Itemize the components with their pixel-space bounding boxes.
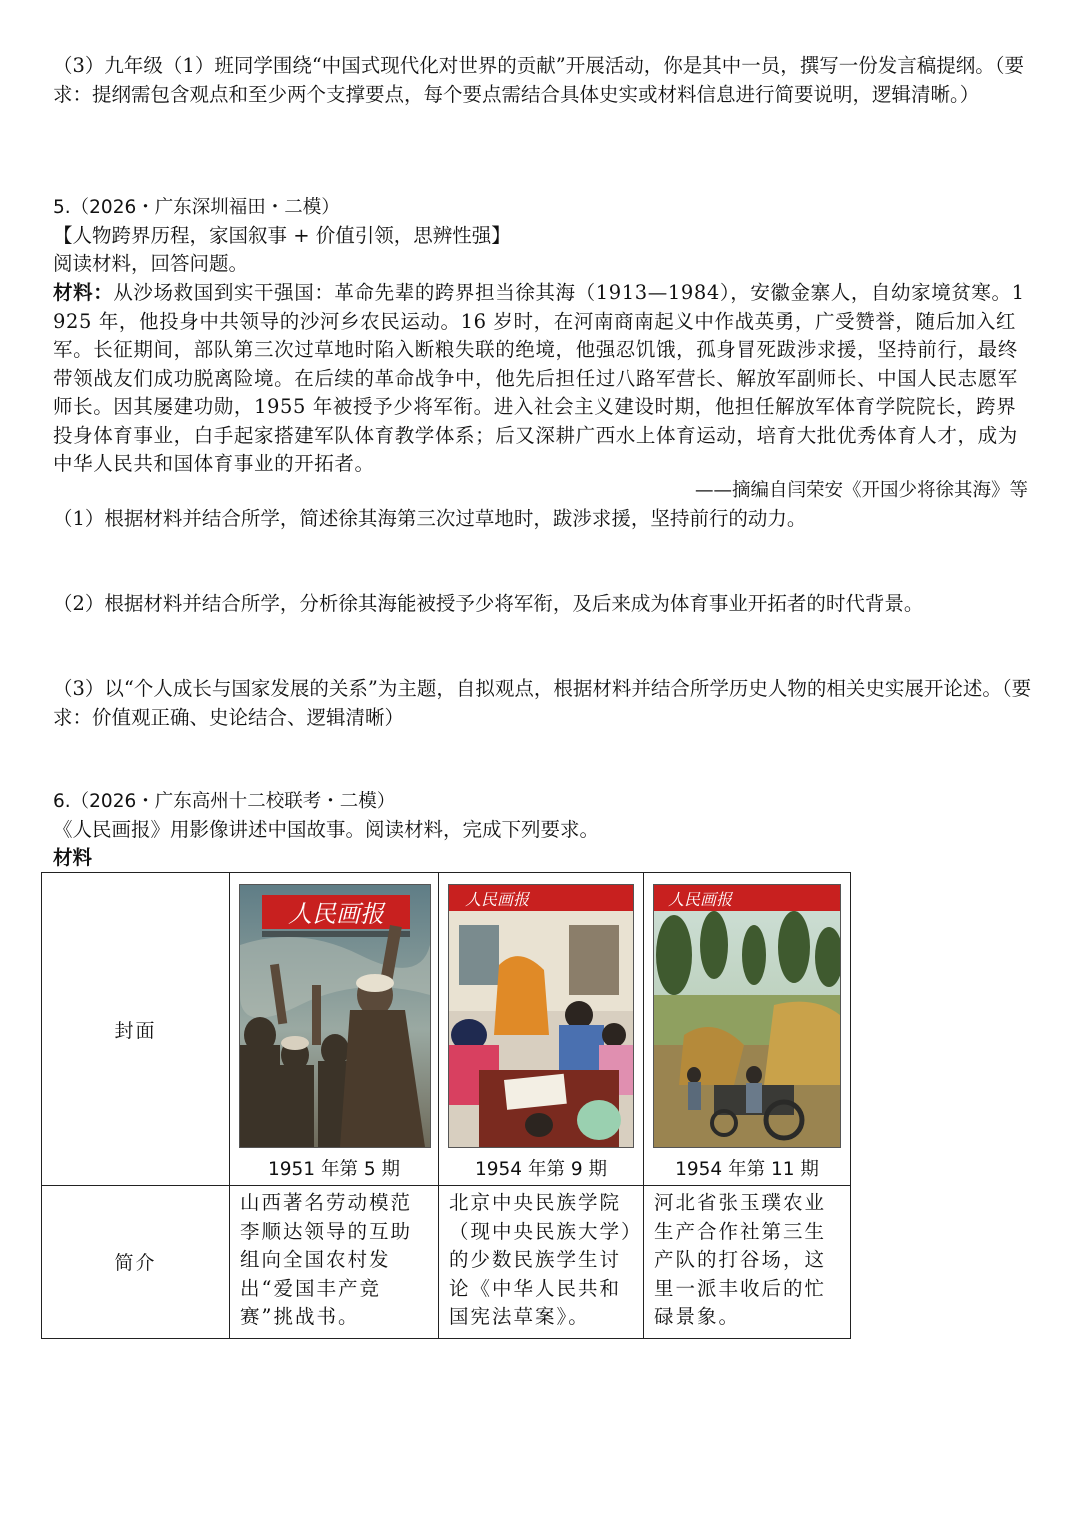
q5-instruction: 阅读材料，回答问题。 <box>53 252 249 275</box>
q6-header: 6.（2026・广东高州十二校联考・二模） <box>53 791 396 812</box>
q5-header: 5.（2026・广东深圳福田・二模） <box>53 197 340 218</box>
cover-cell-1954-11 <box>644 873 851 1186</box>
desc-row-label: 简介 <box>42 1186 230 1339</box>
cover-row-label: 封面 <box>42 873 230 1186</box>
cover-cell-1951-5 <box>230 873 439 1186</box>
q4-part3: （3）九年级（1）班同学围绕“中国式现代化对世界的贡献”开展活动，你是其中一员，撰写一份发言稿提纲。（要求：提纲需包含观点和至少两个支撑要点，每个要点需结合具体史实或材料信息进行简要说明，逻辑清晰。） <box>53 54 1025 106</box>
cover-caption-1951-5: 1951 年第 5 期 <box>268 1159 400 1180</box>
desc-row <box>42 1186 851 1339</box>
q6-material-label: 材料 <box>53 846 93 869</box>
desc-1954-11: 河北省张玉璞农业生产合作社第三生产队的打谷场，这里一派丰收后的忙碌景象。 <box>644 1186 851 1339</box>
cover-image-1954-9 <box>448 884 634 1148</box>
cover-caption-1954-11: 1954 年第 11 期 <box>675 1159 819 1180</box>
q5-material-text: 从沙场救国到实干强国：革命先辈的跨界担当徐其海（1913—1984），安徽金寨人，自幼家境贫寒。1925 年，他投身中共领导的沙河乡农民运动。16 岁时，在河南商南起义中作战英勇，广受赞誉，随后加入红军。长征期间，部队第三次过草地时陷入断粮失联的绝境，他强忍饥饿，孤身冒死跋涉求援，坚持前行，最终带领战友们成功脱离险境。在后续的革命战争中，他先后担任过八路军营长、解放军副师长、中国人民志愿军师长。因其屡建功勋，1955 年被授予少将军衔。进入社会主义建设时期，他担任解放军体育学院院长，跨界投身体育事业，白手起家搭建军队体育教学体系；后又深耕广西水上体育运动，培育大批优秀体育人才，成为中华人民共和国体育事业的开拓者。 <box>53 281 1025 475</box>
cover-image-1954-11 <box>653 884 841 1148</box>
cover-masthead-3: 人民画报 <box>667 890 733 909</box>
q5-source: ——摘编自闫荣安《开国少将徐其海》等 <box>694 480 1028 501</box>
cover-masthead-1: 人民画报 <box>288 900 384 928</box>
q5-question-1: （1）根据材料并结合所学，简述徐其海第三次过草地时，跋涉求援，坚持前行的动力。 <box>53 507 807 530</box>
magazine-table <box>41 872 851 1339</box>
q5-tag: 【人物跨界历程，家国叙事 + 价值引领，思辨性强】 <box>53 224 511 247</box>
desc-1954-9: 北京中央民族学院（现中央民族大学）的少数民族学生讨论《中华人民共和国宪法草案》。 <box>439 1186 644 1339</box>
q6-intro: 《人民画报》用影像讲述中国故事。阅读材料，完成下列要求。 <box>53 818 600 841</box>
cover-caption-1954-9: 1954 年第 9 期 <box>475 1159 607 1180</box>
cover-cell-1954-9 <box>439 873 644 1186</box>
cover-image-1951-5 <box>239 884 431 1148</box>
q5-material-label: 材料： <box>53 281 114 304</box>
q5-question-3: （3）以“个人成长与国家发展的关系”为主题，自拟观点，根据材料并结合所学历史人物的相关史实展开论述。（要求：价值观正确、史论结合、逻辑清晰） <box>53 677 1032 729</box>
cover-row <box>42 873 851 1186</box>
desc-1951-5: 山西著名劳动模范李顺达领导的互助组向全国农村发出“爱国丰产竞赛”挑战书。 <box>230 1186 439 1339</box>
q5-material <box>53 279 1033 479</box>
cover-masthead-2: 人民画报 <box>464 890 530 909</box>
q5-question-2: （2）根据材料并结合所学，分析徐其海能被授予少将军衔，及后来成为体育事业开拓者的时代背景。 <box>53 592 924 615</box>
